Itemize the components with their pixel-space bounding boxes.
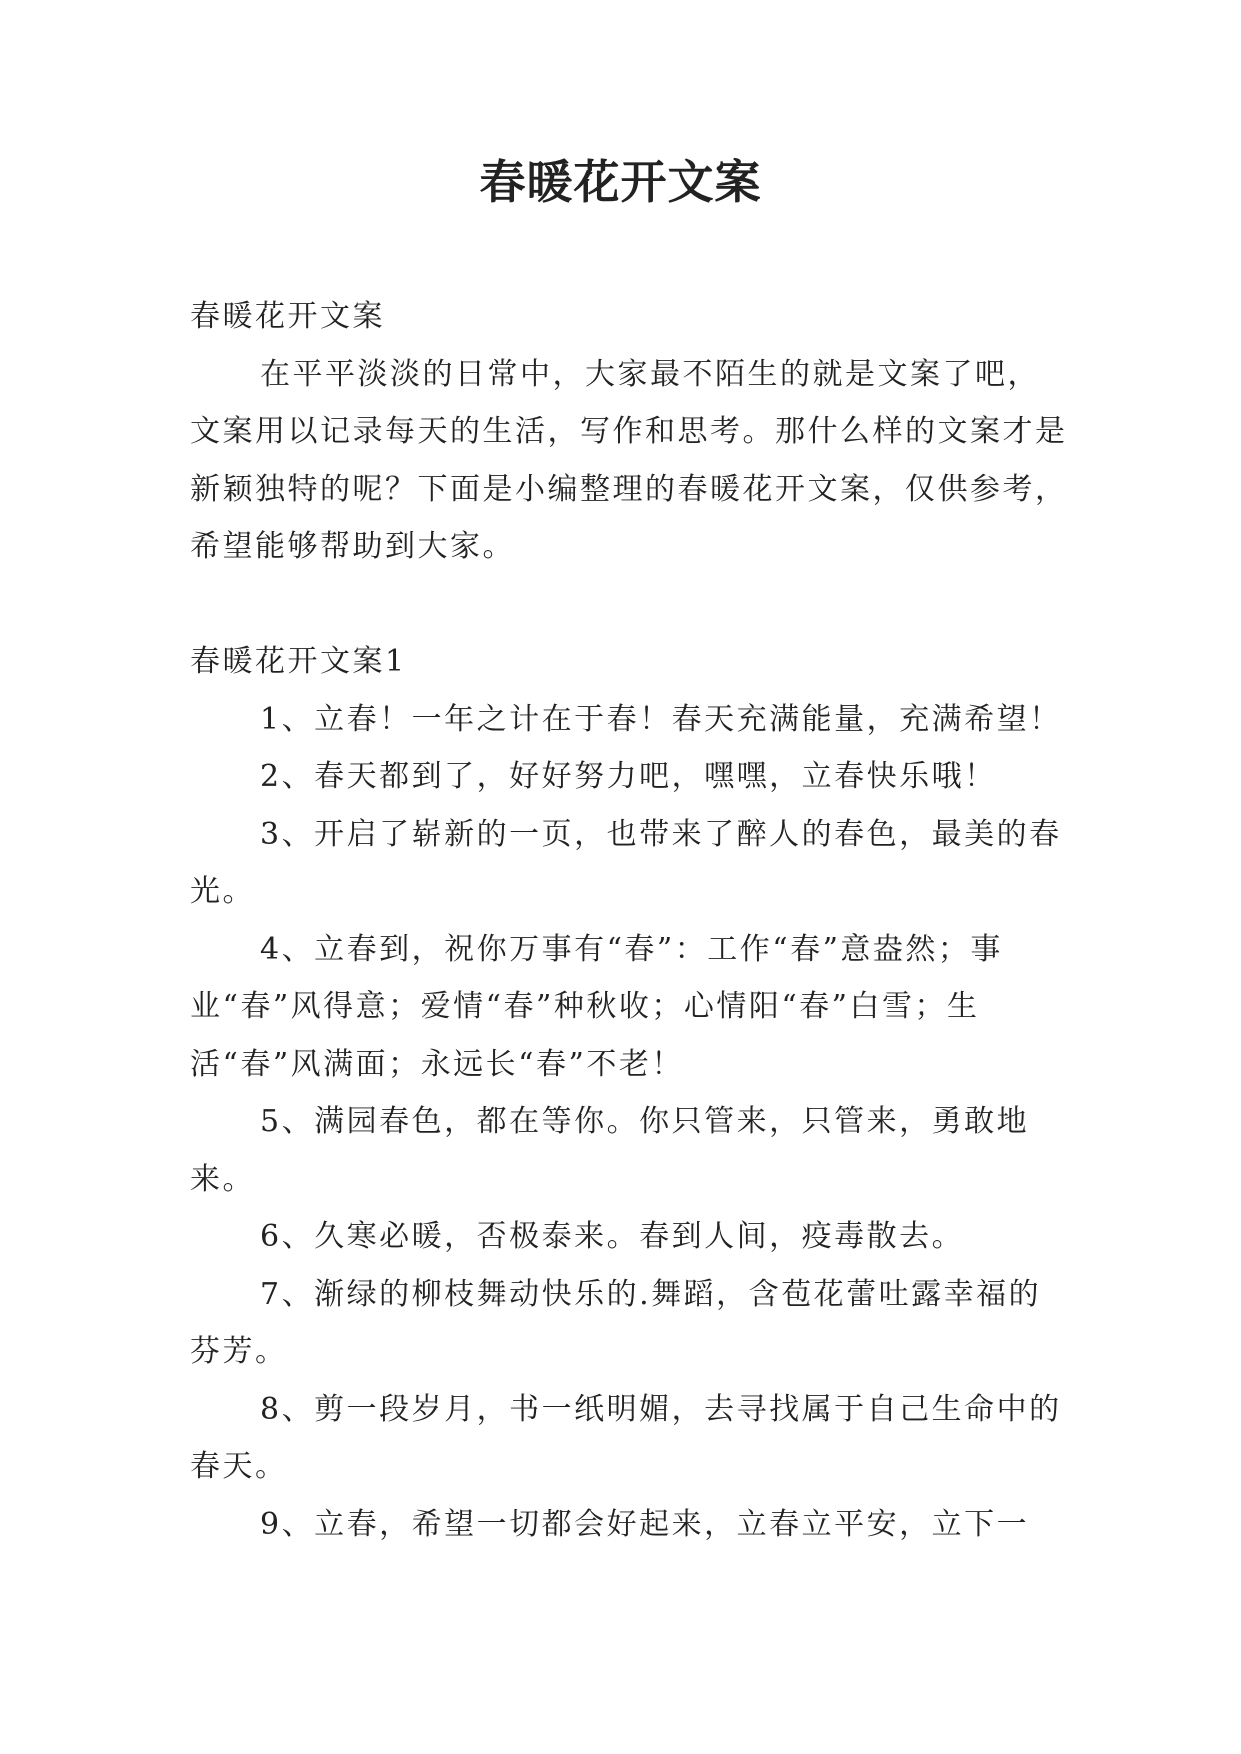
list-item: 2、春天都到了，好好努力吧，嘿嘿，立春快乐哦！: [260, 759, 997, 794]
section-heading: 春暖花开文案1: [190, 644, 407, 679]
list-item: 6、久寒必暖，否极泰来。春到人间，疫毒散去。: [260, 1219, 965, 1254]
document-subtitle: 春暖花开文案: [190, 299, 385, 334]
list-item: 5、满园春色，都在等你。你只管来，只管来，勇敢地来。: [190, 1104, 1030, 1197]
paragraph-spacer: [190, 576, 1070, 634]
list-item: 7、渐绿的柳枝舞动快乐的.舞蹈，含苞花蕾吐露幸福的芬芳。: [190, 1276, 1042, 1369]
list-item: 9、立春，希望一切都会好起来，立春立平安，立下一: [260, 1506, 1030, 1542]
document-title: 春暖花开文案: [479, 155, 762, 209]
document-body: [190, 288, 1070, 1553]
list-item: 1、立春！一年之计在于春！春天充满能量，充满希望！: [260, 701, 1062, 737]
intro-paragraph: 在平平淡淡的日常中，大家最不陌生的就是文案了吧，文案用以记录每天的生活，写作和思考。那什么样的文案才是新颖独特的呢？下面是小编整理的春暖花开文案，仅供参考，希望能够帮助到大家。: [190, 356, 1068, 564]
list-item: 3、开启了崭新的一页，也带来了醉人的春色，最美的春光。: [190, 816, 1062, 909]
list-item: 4、立春到，祝你万事有“春”：工作“春”意盎然；事业“春”风得意；爱情“春”种秋收；心情阳“春”白雪；生活“春”风满面；永远长“春”不老！: [190, 931, 1003, 1082]
list-item: 8、剪一段岁月，书一纸明媚，去寻找属于自己生命中的春天。: [190, 1391, 1062, 1484]
